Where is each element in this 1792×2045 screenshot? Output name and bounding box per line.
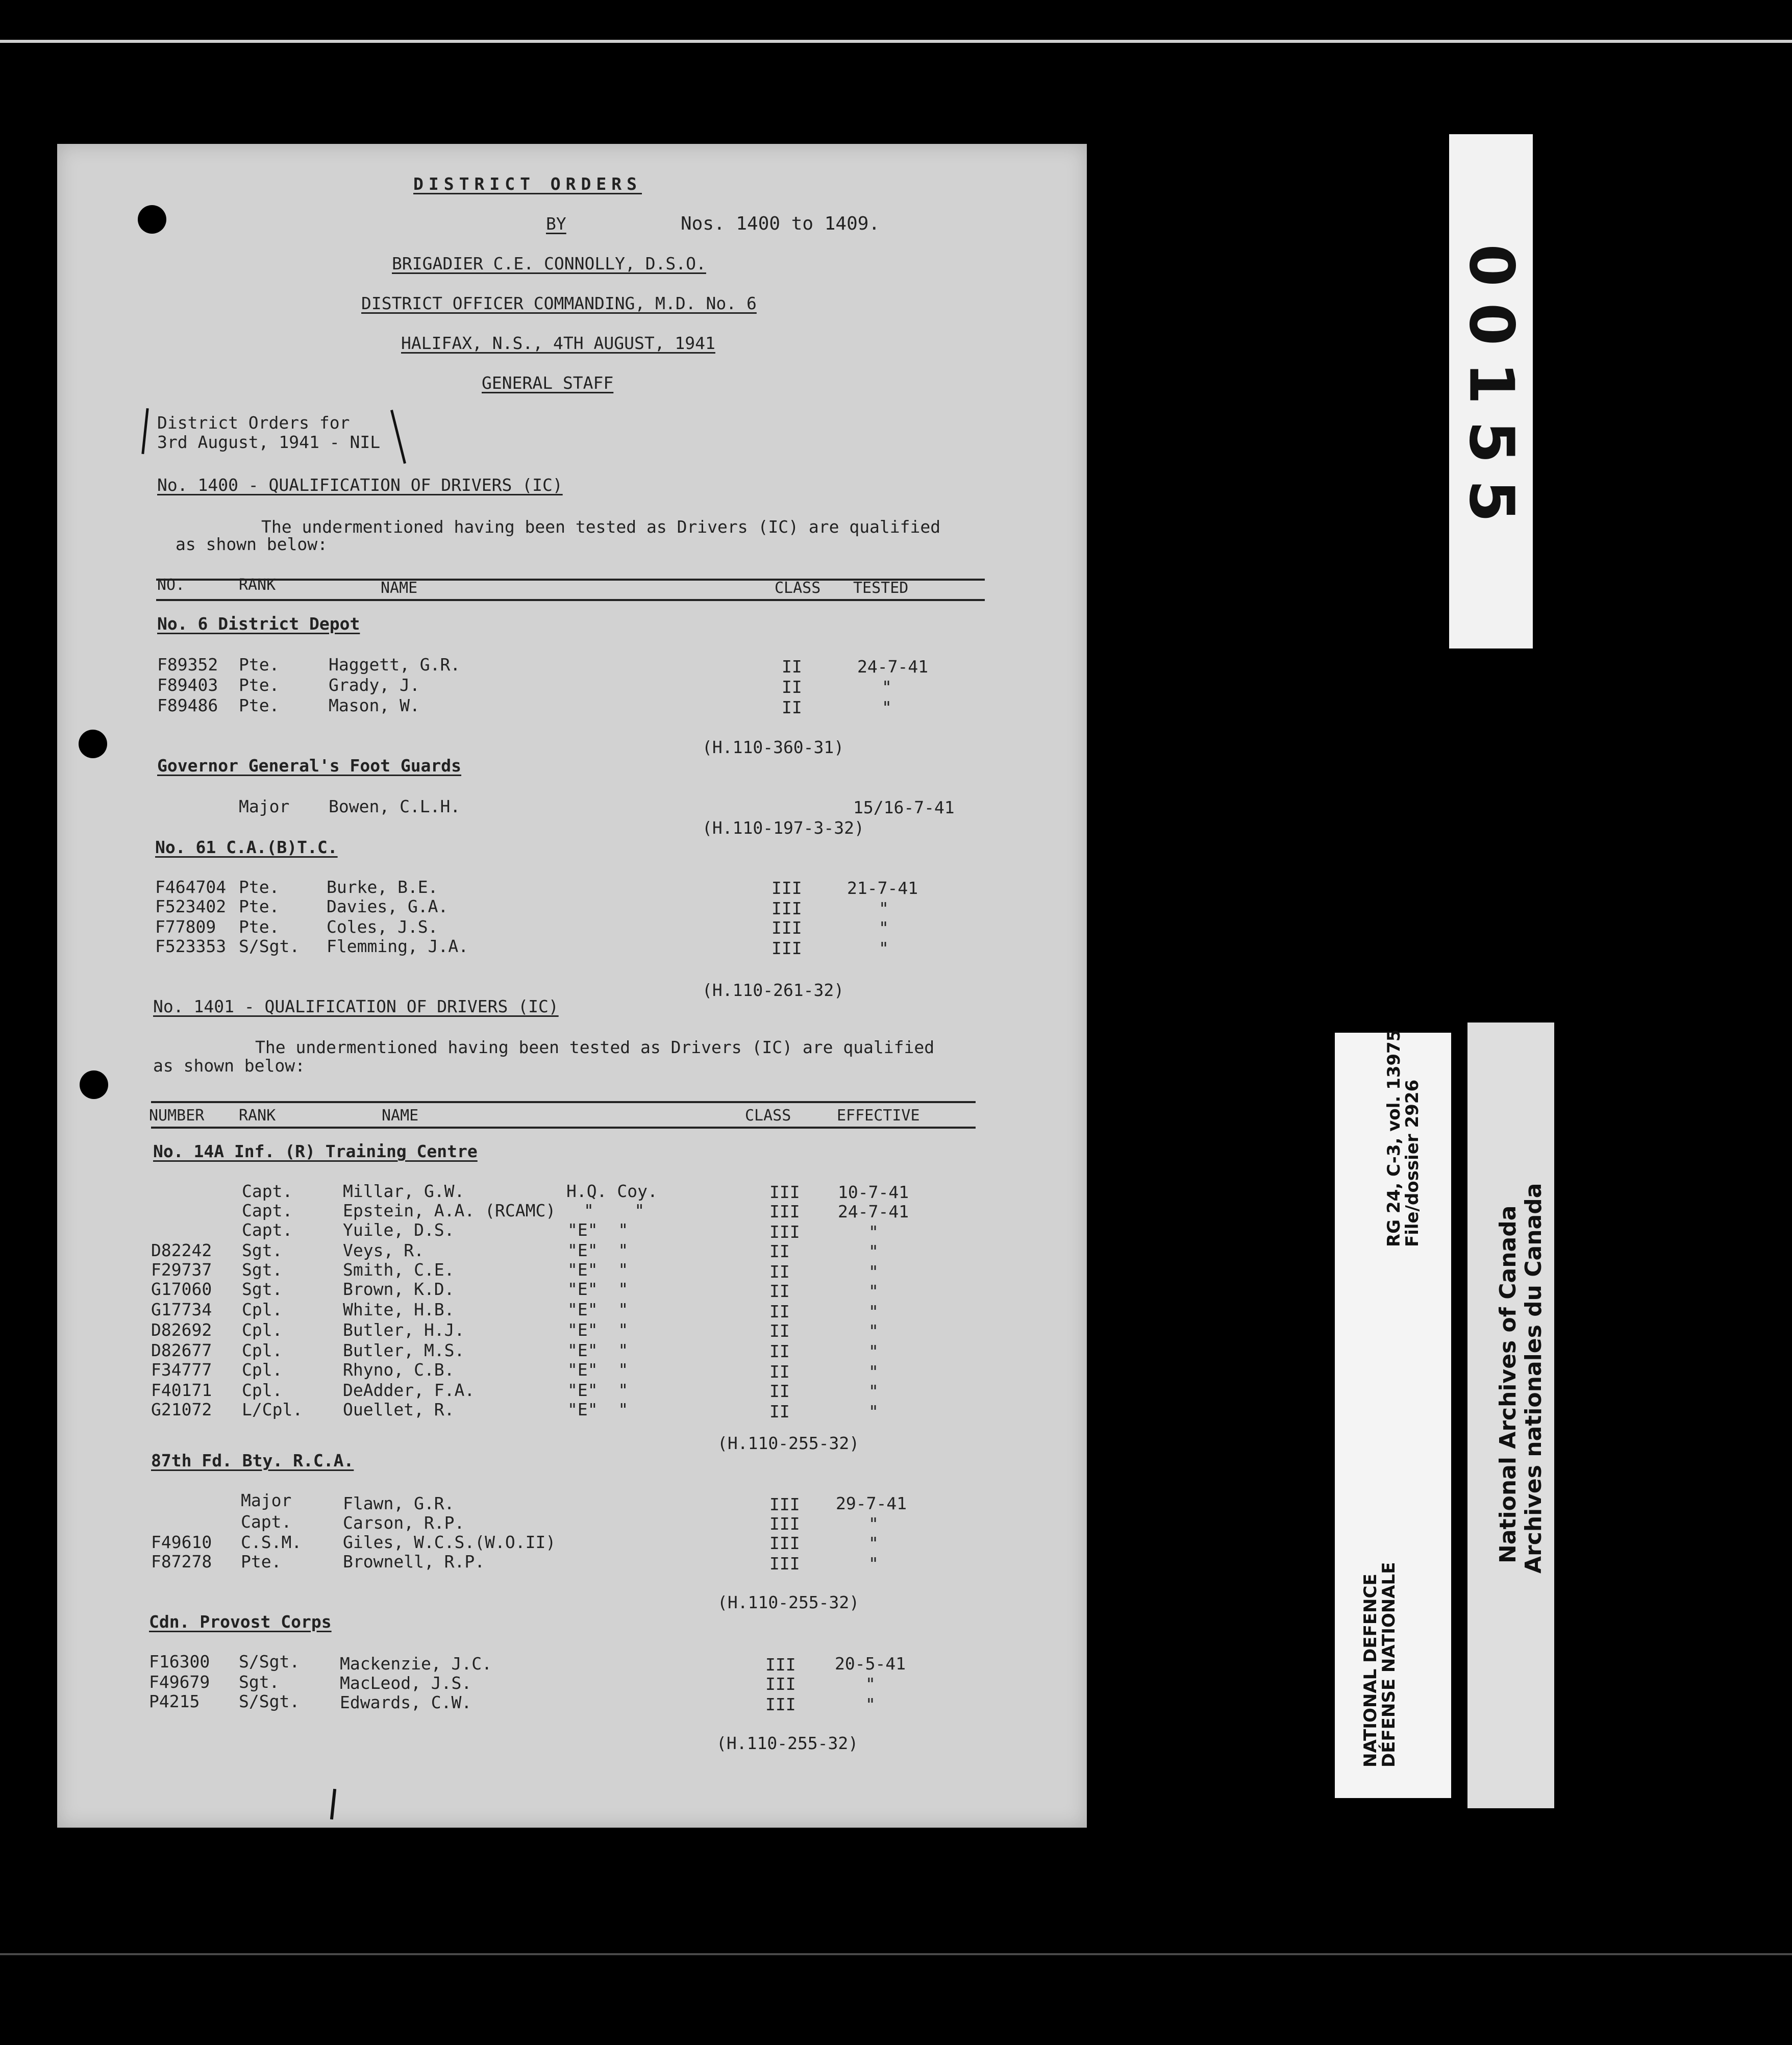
service-number: F16300 [149, 1652, 210, 1672]
col-rank: RANK [239, 576, 276, 594]
archive-reference: RG 24, C-3, vol. 13975 [1384, 1029, 1404, 1247]
frame-number-label [1449, 134, 1533, 649]
company: "E" " [567, 1240, 629, 1260]
class: III [771, 878, 802, 898]
name: Mason, W. [329, 695, 420, 715]
archive-reference-label [1335, 1029, 1451, 1798]
service-number: F89486 [157, 695, 218, 715]
class: III [771, 938, 802, 958]
note-line2: 3rd August, 1941 - NIL [157, 432, 381, 452]
effective-date: " [868, 1533, 879, 1553]
rank: S/Sgt. [239, 1652, 300, 1672]
file-reference: (H.110-197-3-32) [702, 818, 864, 838]
rank: Pte. [239, 917, 280, 937]
unit-heading: No. 61 C.A.(B)T.C. [155, 837, 338, 857]
col-no: NO. [157, 576, 185, 594]
archives-name-fr: Archives nationales du Canada [1521, 1183, 1547, 1574]
rank: C.S.M. [241, 1532, 302, 1552]
service-number: F89352 [157, 655, 218, 675]
file-reference: (H.110-255-32) [717, 1592, 860, 1612]
service-number: F34777 [151, 1360, 212, 1380]
effective-date: " [868, 1241, 879, 1261]
name: Grady, J. [329, 675, 420, 695]
col-tested: TESTED [853, 579, 909, 597]
rank: Sgt. [239, 1672, 280, 1692]
class: II [782, 677, 802, 697]
note-bracket-right [390, 410, 406, 464]
effective-date: " [865, 1694, 876, 1714]
tested-date: 21-7-41 [847, 878, 918, 898]
name: Yuile, D.S. [343, 1220, 455, 1240]
order-1401-intro: The undermentioned having been tested as Drivers (IC) are qualified [255, 1037, 935, 1057]
district-office: DISTRICT OFFICER COMMANDING, M.D. No. 6 [361, 293, 757, 313]
company: "E" " [567, 1260, 629, 1280]
class: III [765, 1694, 796, 1714]
class: III [765, 1674, 796, 1694]
rank: S/Sgt. [239, 936, 300, 956]
name: Flawn, G.R. [343, 1493, 455, 1513]
rank: Capt. [242, 1201, 293, 1220]
film-edge-top [0, 40, 1792, 43]
company: "E" " [567, 1300, 629, 1319]
name: Davies, G.A. [327, 896, 449, 916]
service-number: D82677 [151, 1340, 212, 1360]
service-number: F49610 [151, 1532, 212, 1552]
class: III [769, 1514, 800, 1534]
name: Flemming, J.A. [327, 936, 469, 956]
rank: Pte. [239, 655, 280, 675]
name: Rhyno, C.B. [343, 1360, 455, 1380]
name: Millar, G.W. [343, 1181, 465, 1201]
class: III [771, 918, 802, 938]
service-number: F40171 [151, 1380, 212, 1400]
company: "E" " [567, 1400, 629, 1419]
unit-heading: No. 14A Inf. (R) Training Centre [153, 1141, 478, 1161]
company: "E" " [567, 1220, 629, 1240]
service-number: F29737 [151, 1260, 212, 1280]
rank: Pte. [239, 675, 280, 695]
tested-date: 15/16-7-41 [853, 797, 955, 817]
order-1400-intro: The undermentioned having been tested as Drivers (IC) are qualified [261, 517, 941, 537]
service-number: D82242 [151, 1240, 212, 1260]
name: Butler, M.S. [343, 1340, 465, 1360]
rank: Cpl. [242, 1300, 283, 1319]
col-rank: RANK [239, 1107, 276, 1125]
name: Edwards, C.W. [340, 1692, 472, 1712]
class: II [782, 697, 802, 717]
service-number: G17734 [151, 1300, 212, 1319]
staff-branch: GENERAL STAFF [482, 373, 614, 393]
name: Butler, H.J. [343, 1320, 465, 1340]
effective-date: 29-7-41 [836, 1493, 907, 1513]
class: III [769, 1202, 800, 1221]
class: III [769, 1533, 800, 1553]
effective-date: " [868, 1321, 879, 1341]
class: II [769, 1402, 790, 1421]
service-number: F49679 [149, 1672, 210, 1692]
rank: Cpl. [242, 1340, 283, 1360]
effective-date: 10-7-41 [838, 1182, 909, 1202]
class: II [769, 1321, 790, 1341]
rank: Cpl. [242, 1380, 283, 1400]
tested-date: 24-7-41 [857, 657, 929, 677]
order-numbers: Nos. 1400 to 1409. [681, 213, 880, 234]
unit-heading: Cdn. Provost Corps [149, 1612, 332, 1632]
note-line1: District Orders for [157, 413, 350, 433]
rank: Capt. [241, 1512, 292, 1532]
name: DeAdder, F.A. [343, 1380, 475, 1400]
class: III [765, 1655, 796, 1675]
service-number: G17060 [151, 1279, 212, 1299]
service-number: F77809 [155, 917, 216, 937]
name: Brownell, R.P. [343, 1552, 485, 1572]
unit-heading: No. 6 District Depot [157, 614, 360, 634]
rank: Cpl. [242, 1320, 283, 1340]
company: " " [584, 1201, 645, 1220]
effective-date: " [868, 1341, 879, 1361]
district-orders [57, 144, 1087, 1828]
header-by: BY [546, 214, 566, 234]
rank: S/Sgt. [239, 1691, 300, 1711]
file-reference: (H.110-255-32) [717, 1433, 860, 1453]
name: White, H.B. [343, 1300, 455, 1319]
archives-label [1467, 1022, 1554, 1808]
effective-date: " [868, 1302, 879, 1321]
rank: Major [239, 796, 290, 816]
class: III [769, 1554, 800, 1574]
name: MacLeod, J.S. [340, 1673, 472, 1693]
rank: Sgt. [242, 1260, 283, 1280]
col-class: CLASS [745, 1107, 791, 1125]
class: II [769, 1302, 790, 1321]
name: Ouellet, R. [343, 1400, 455, 1419]
tested-date: " [879, 899, 889, 918]
note-bracket-left [141, 408, 148, 454]
service-number: F523402 [155, 896, 227, 916]
name: Mackenzie, J.C. [340, 1654, 492, 1674]
col-class: CLASS [775, 579, 821, 597]
service-number: F87278 [151, 1552, 212, 1572]
effective-date: " [868, 1514, 879, 1534]
company: "E" " [567, 1279, 629, 1299]
name: Burke, B.E. [327, 877, 438, 897]
col-name: NAME [382, 1107, 419, 1125]
frame-number: 00155 [1455, 244, 1527, 539]
effective-date: " [868, 1402, 879, 1421]
pen-mark [330, 1789, 336, 1819]
class: II [769, 1362, 790, 1382]
name: Carson, R.P. [343, 1513, 465, 1533]
service-number: G21072 [151, 1400, 212, 1419]
col-name: NAME [381, 579, 418, 597]
effective-date: " [868, 1381, 879, 1401]
rank: Pte. [241, 1552, 282, 1572]
service-number: F89403 [157, 675, 218, 695]
file-reference: (H.110-360-31) [702, 737, 844, 757]
commanding-officer: BRIGADIER C.E. CONNOLLY, D.S.O. [392, 254, 706, 273]
name: Brown, K.D. [343, 1279, 455, 1299]
effective-date: " [868, 1362, 879, 1382]
class: III [771, 899, 802, 918]
archives-name-en: National Archives of Canada [1495, 1205, 1521, 1563]
name: Haggett, G.R. [329, 655, 461, 675]
col-effective: EFFECTIVE [837, 1107, 920, 1125]
archive-file: File/dossier 2926 [1402, 1079, 1423, 1247]
name: Coles, J.S. [327, 917, 438, 937]
class: II [769, 1262, 790, 1282]
table-rule [151, 1101, 976, 1103]
class: III [769, 1494, 800, 1514]
order-1401-heading: No. 1401 - QUALIFICATION OF DRIVERS (IC) [153, 996, 559, 1016]
tested-date: " [882, 677, 892, 697]
order-1401-intro-cont: as shown below: [153, 1056, 306, 1076]
effective-date: " [868, 1281, 879, 1301]
rank: Pte. [239, 896, 280, 916]
department-fr: DÉFENSE NATIONALE [1379, 1562, 1399, 1767]
company: "E" " [567, 1360, 629, 1380]
document-page [57, 144, 1087, 1828]
service-number: P4215 [149, 1691, 200, 1711]
table-rule [156, 599, 985, 601]
rank: Major [241, 1490, 292, 1510]
rank: Pte. [239, 877, 280, 897]
col-number: NUMBER [149, 1107, 205, 1125]
tested-date: " [879, 938, 889, 958]
name: Smith, C.E. [343, 1260, 455, 1280]
effective-date: " [868, 1262, 879, 1282]
document-title: DISTRICT ORDERS [413, 174, 642, 194]
company: "E" " [567, 1380, 629, 1400]
effective-date: " [868, 1222, 879, 1242]
class: II [769, 1281, 790, 1301]
name: Epstein, A.A. (RCAMC) [343, 1201, 556, 1220]
company: "E" " [567, 1340, 629, 1360]
company: "E" " [567, 1320, 629, 1340]
file-reference: (H.110-255-32) [716, 1733, 859, 1753]
rank: Sgt. [242, 1240, 283, 1260]
name: Giles, W.C.S.(W.O.II) [343, 1532, 556, 1552]
effective-date: " [868, 1554, 879, 1574]
service-number: F464704 [155, 877, 227, 897]
film-edge-bottom [0, 1953, 1792, 1955]
effective-date: 24-7-41 [838, 1202, 909, 1221]
service-number: F523353 [155, 936, 227, 956]
file-reference: (H.110-261-32) [702, 980, 844, 1000]
service-number: D82692 [151, 1320, 212, 1340]
rank: Cpl. [242, 1360, 283, 1380]
name: Veys, R. [343, 1240, 424, 1260]
tested-date: " [882, 697, 892, 717]
class: II [769, 1341, 790, 1361]
table-rule [151, 1127, 976, 1129]
class: III [769, 1222, 800, 1242]
rank: Capt. [242, 1181, 293, 1201]
class: II [769, 1241, 790, 1261]
effective-date: " [865, 1674, 876, 1694]
order-1400-heading: No. 1400 - QUALIFICATION OF DRIVERS (IC) [157, 475, 563, 495]
unit-heading: 87th Fd. Bty. R.C.A. [151, 1451, 354, 1470]
rank: Capt. [242, 1220, 293, 1240]
company: H.Q. Coy. [566, 1181, 658, 1201]
rank: Pte. [239, 695, 280, 715]
class: II [769, 1381, 790, 1401]
tested-date: " [879, 918, 889, 938]
place-date: HALIFAX, N.S., 4TH AUGUST, 1941 [401, 333, 715, 353]
class: II [782, 657, 802, 677]
order-1400-intro-cont: as shown below: [176, 534, 328, 554]
effective-date: 20-5-41 [835, 1654, 906, 1674]
unit-heading: Governor General's Foot Guards [157, 756, 462, 776]
rank: Sgt. [242, 1279, 283, 1299]
department-en: NATIONAL DEFENCE [1360, 1574, 1381, 1767]
rank: L/Cpl. [242, 1400, 303, 1419]
name: Bowen, C.L.H. [329, 796, 461, 816]
class: III [769, 1182, 800, 1202]
